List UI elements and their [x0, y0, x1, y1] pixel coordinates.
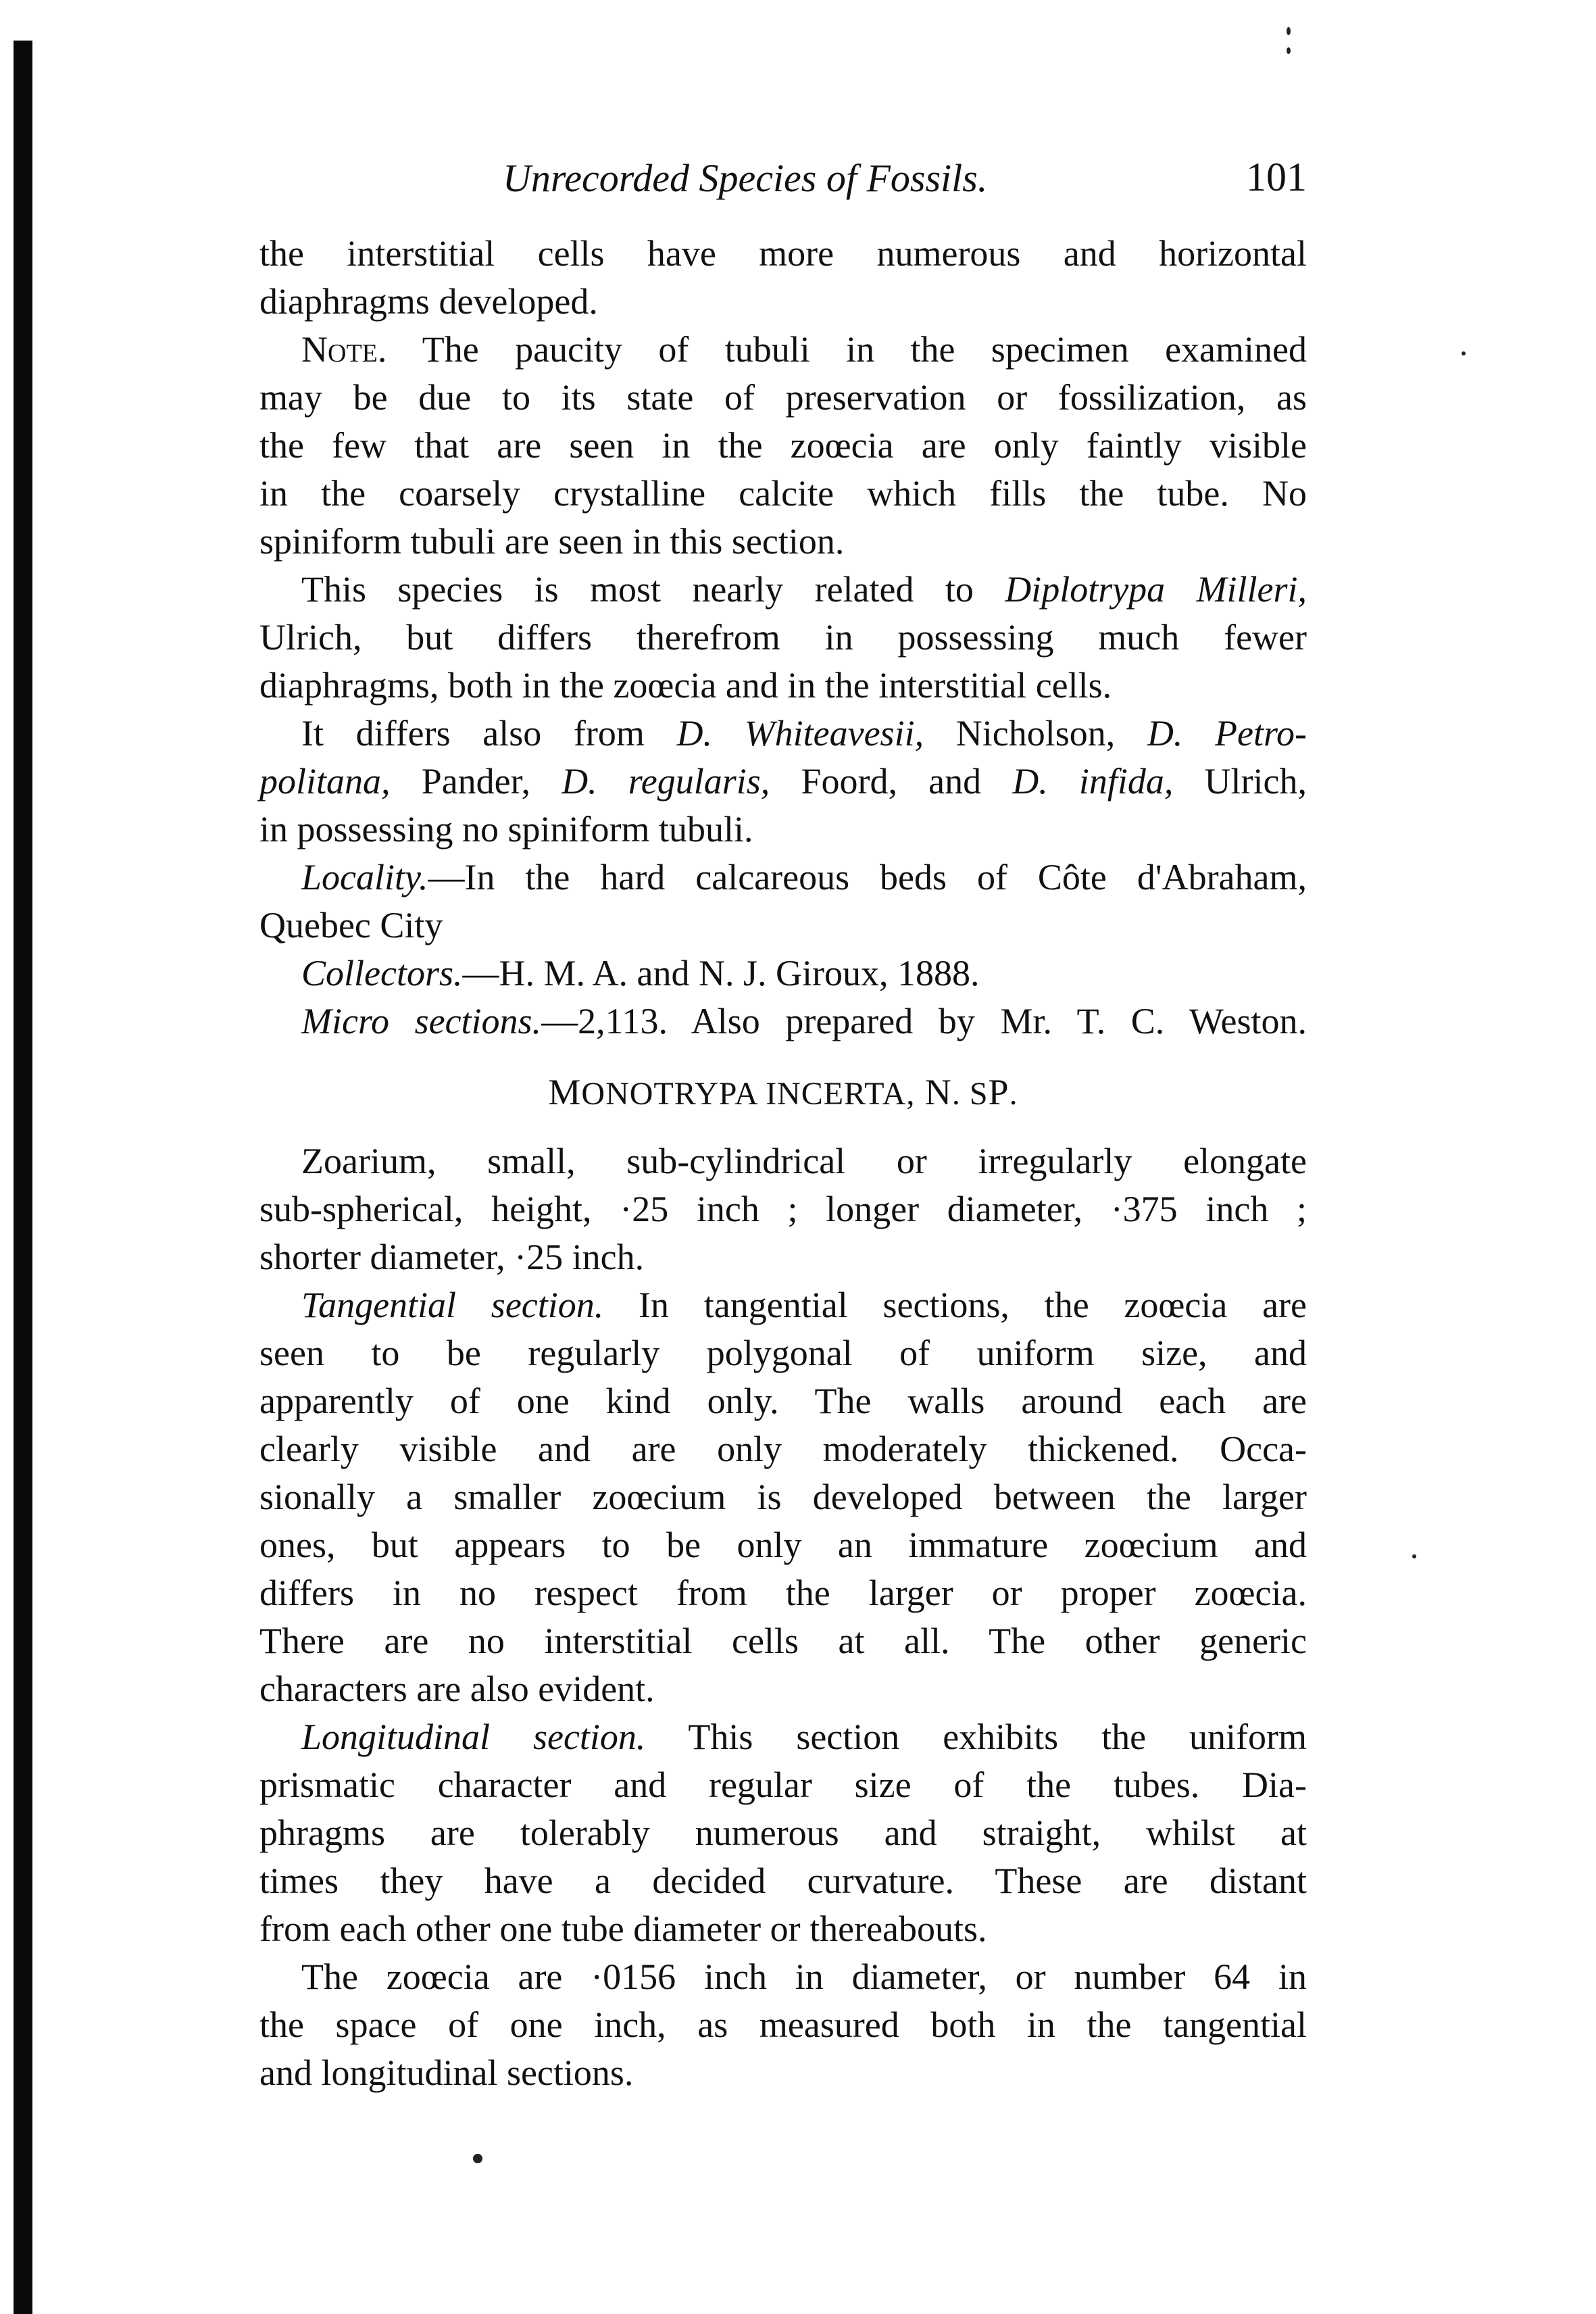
scan-speck: [1287, 27, 1291, 35]
text-line: spiniform tubuli are seen in this section.: [259, 521, 845, 562]
text-line: and longitudinal sections.: [259, 2052, 634, 2093]
text-line: phragms are tolerably numerous and straight, whilst at: [259, 1813, 1307, 1853]
text-line: prismatic character and regular size of the tubes. Dia-: [259, 1765, 1307, 1805]
text-segment: The paucity of tubuli in the specimen examined: [386, 329, 1307, 370]
heading-text: .: [1009, 1076, 1018, 1112]
text-line: [259, 1281, 1307, 1329]
text-line: in possessing no spiniform tubuli.: [259, 809, 753, 850]
species-name: D. Whiteavesii,: [676, 713, 924, 754]
heading-initial: M: [548, 1072, 582, 1112]
text-line: diaphragms developed.: [259, 281, 598, 322]
text-segment: It differs also from: [301, 713, 677, 754]
text-segment: Ulrich,: [1173, 761, 1307, 802]
text-line: ones, but appears to be only an immature zoœcium and: [259, 1525, 1307, 1565]
paragraph-relation: [259, 566, 1307, 710]
text-segment: —2,113. Also prepared by Mr. T. C. Weston.: [541, 1001, 1307, 1041]
paragraph-micro-sections: [259, 998, 1307, 1045]
locality-label: Locality.: [301, 857, 428, 897]
paragraph-tangential: [259, 1281, 1307, 1713]
species-name: D. regularis,: [562, 761, 770, 802]
paragraph-final: [259, 1953, 1307, 2097]
paragraph-zoarium: [259, 1137, 1307, 1281]
text-line: Ulrich, but differs therefrom in possessing much fewer: [259, 617, 1307, 658]
scan-speck: [1412, 1554, 1416, 1558]
text-line: from each other one tube diameter or thereabouts.: [259, 1909, 987, 1949]
heading-initial: P: [988, 1072, 1009, 1112]
scan-speck: [1462, 351, 1466, 355]
text-line: clearly visible and are only moderately thickened. Occa-: [259, 1429, 1307, 1469]
tangential-label: Tangential section.: [301, 1285, 604, 1325]
text-segment: In tangential sections, the zoœcia are: [603, 1285, 1307, 1325]
species-name: D. Petro-: [1147, 713, 1307, 754]
note-label: Note.: [301, 329, 387, 370]
scan-edge-bar: [14, 41, 32, 2314]
text-segment: This species is most nearly related to: [301, 569, 1005, 610]
paragraph-locality: [259, 854, 1307, 950]
text-line: [259, 950, 1307, 998]
text-segment: Nicholson,: [924, 713, 1147, 754]
text-line: The zoœcia are ·0156 inch in diameter, or number 64 in: [301, 1956, 1307, 1997]
species-name: Diplotrypa Milleri,: [1005, 569, 1307, 610]
text-line: [259, 326, 1307, 374]
text-line: [259, 758, 1307, 806]
text-line: differs in no respect from the larger or proper zoœcia.: [259, 1573, 1307, 1613]
heading-initial: N: [915, 1072, 952, 1112]
paragraph-note: [259, 326, 1307, 566]
running-title: Unrecorded Species of Fossils.: [503, 156, 988, 200]
heading-text: ONOTRYPA INCERTA,: [581, 1076, 916, 1112]
paragraph-longitudinal: [259, 1713, 1307, 1953]
text-line: diaphragms, both in the zoœcia and in the interstitial cells.: [259, 665, 1112, 706]
text-line: sub-spherical, height, ·25 inch ; longer diameter, ·375 inch ;: [259, 1189, 1307, 1229]
paragraph-differs: [259, 710, 1307, 854]
species-name: D. infida,: [1012, 761, 1174, 802]
longitudinal-label: Longitudinal section.: [301, 1717, 646, 1757]
text-segment: Pander,: [390, 761, 562, 802]
text-segment: Foord, and: [770, 761, 1013, 802]
paragraph-continued: [259, 230, 1307, 326]
book-page: [259, 149, 1307, 2097]
text-line: times they have a decided curvature. These are distant: [259, 1861, 1307, 1901]
text-line: seen to be regularly polygonal of uniform size, and: [259, 1333, 1307, 1373]
scan-speck: [473, 2154, 482, 2163]
text-line: in the coarsely crystalline calcite which fills the tube. No: [259, 473, 1307, 514]
text-line: Quebec City: [259, 905, 443, 945]
species-heading: [259, 1071, 1307, 1113]
text-line: the few that are seen in the zoœcia are only faintly visible: [259, 425, 1307, 466]
text-line: characters are also evident.: [259, 1669, 655, 1709]
species-name: politana,: [259, 761, 391, 802]
text-line: shorter diameter, ·25 inch.: [259, 1237, 645, 1277]
text-line: the interstitial cells have more numerous and horizontal: [259, 233, 1307, 274]
text-line: apparently of one kind only. The walls around each are: [259, 1381, 1307, 1421]
text-segment: —H. M. A. and N. J. Giroux, 1888.: [462, 953, 980, 993]
micro-sections-label: Micro sections.: [301, 1001, 542, 1041]
text-line: [259, 710, 1307, 758]
text-line: sionally a smaller zoœcium is developed between the larger: [259, 1477, 1307, 1517]
scan-speck: [1287, 47, 1291, 54]
text-line: the space of one inch, as measured both in the tangential: [259, 2004, 1307, 2045]
collectors-label: Collectors.: [301, 953, 463, 993]
text-line: [259, 854, 1307, 902]
text-segment: This section exhibits the uniform: [645, 1717, 1307, 1757]
text-line: may be due to its state of preservation or fossilization, as: [259, 377, 1307, 418]
text-line: [259, 998, 1307, 1045]
text-line: There are no interstitial cells at all. The other generic: [259, 1621, 1307, 1661]
page-header: [259, 149, 1307, 210]
paragraph-collectors: [259, 950, 1307, 998]
text-line: Zoarium, small, sub-cylindrical or irregularly elongate: [301, 1141, 1307, 1181]
page-number: 101: [1246, 155, 1307, 199]
text-line: [259, 566, 1307, 614]
text-line: [259, 1713, 1307, 1761]
heading-text: . S: [951, 1076, 989, 1112]
text-segment: —In the hard calcareous beds of Côte d'Abraham,: [428, 857, 1307, 897]
